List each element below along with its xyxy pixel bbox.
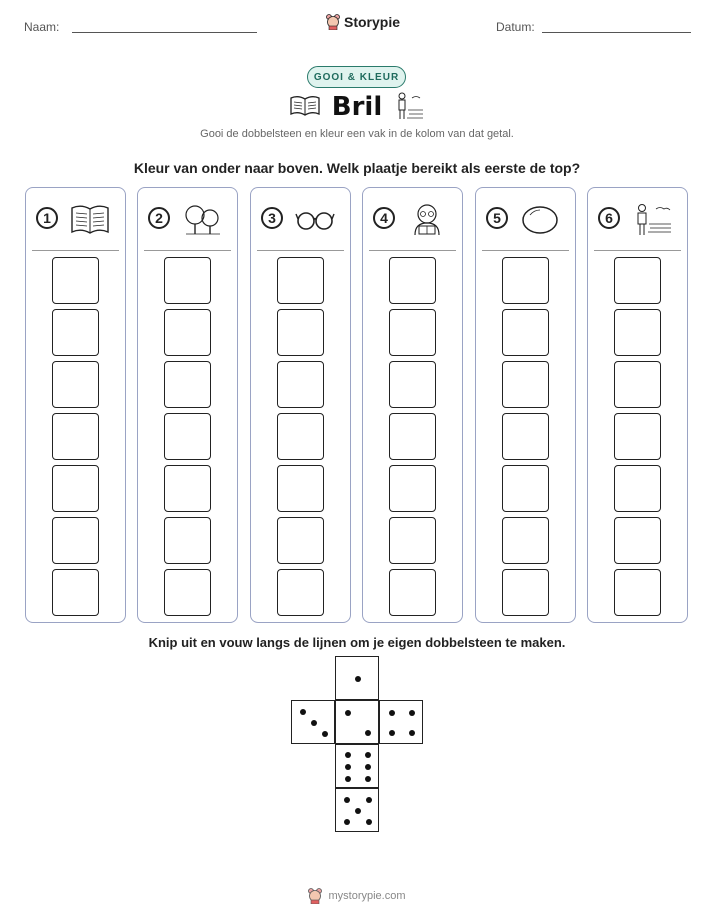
color-box[interactable] (389, 361, 436, 408)
bear-logo-icon (308, 888, 322, 904)
die-face-2 (335, 700, 379, 744)
die-pip (311, 720, 317, 726)
color-box[interactable] (277, 257, 324, 304)
person-at-lake-icon (394, 90, 424, 122)
column-2 (137, 187, 238, 623)
color-box[interactable] (52, 309, 99, 356)
column-number: 4 (373, 207, 395, 229)
die-pip (345, 752, 351, 758)
bear-logo-icon (326, 14, 340, 30)
die-pip (409, 730, 415, 736)
die-pip (389, 710, 395, 716)
column-number: 3 (261, 207, 283, 229)
color-box[interactable] (614, 569, 661, 616)
column-divider (482, 250, 569, 251)
column-header (363, 188, 462, 250)
die-pip (344, 819, 350, 825)
color-box[interactable] (389, 465, 436, 512)
column-divider (369, 250, 456, 251)
die-pip (365, 730, 371, 736)
color-box[interactable] (502, 517, 549, 564)
column-divider (257, 250, 344, 251)
column-4 (362, 187, 463, 623)
color-box[interactable] (164, 257, 211, 304)
column-number: 1 (36, 207, 58, 229)
color-box[interactable] (52, 465, 99, 512)
column-number: 2 (148, 207, 170, 229)
color-box[interactable] (164, 361, 211, 408)
grandma-reading-icon (407, 202, 447, 236)
name-label: Naam: (24, 20, 60, 34)
color-box[interactable] (502, 465, 549, 512)
color-box[interactable] (614, 465, 661, 512)
color-box[interactable] (277, 569, 324, 616)
color-box[interactable] (389, 569, 436, 616)
die-pip (389, 730, 395, 736)
color-box[interactable] (164, 465, 211, 512)
die-face-5 (335, 788, 379, 832)
column-header (476, 188, 575, 250)
die-pip (322, 731, 328, 737)
color-box[interactable] (52, 569, 99, 616)
column-header (251, 188, 350, 250)
die-pip (345, 764, 351, 770)
die-pip (345, 710, 351, 716)
color-box[interactable] (389, 309, 436, 356)
column-divider (144, 250, 231, 251)
die-pip (365, 752, 371, 758)
die-pip (409, 710, 415, 716)
color-box[interactable] (502, 413, 549, 460)
color-box[interactable] (502, 309, 549, 356)
color-box[interactable] (389, 257, 436, 304)
die-pip (355, 676, 361, 682)
die-pip (355, 808, 361, 814)
color-box[interactable] (614, 517, 661, 564)
column-number: 6 (598, 207, 620, 229)
die-pip (300, 709, 306, 715)
column-divider (32, 250, 119, 251)
subtitle: Gooi de dobbelsteen en kleur een vak in de kolom van dat getal. (200, 128, 514, 140)
color-box[interactable] (277, 309, 324, 356)
footer (0, 888, 714, 904)
color-box[interactable] (164, 517, 211, 564)
die-pip (344, 797, 350, 803)
die-pip (365, 764, 371, 770)
footer-url: mystorypie.com (328, 890, 406, 902)
die-pip (365, 776, 371, 782)
lens-icon (520, 202, 560, 236)
color-box[interactable] (614, 257, 661, 304)
question: Kleur van onder naar boven. Welk plaatje bereikt als eerste de top? (133, 160, 581, 176)
column-divider (594, 250, 681, 251)
die-face-6 (335, 744, 379, 788)
color-box[interactable] (614, 413, 661, 460)
color-box[interactable] (614, 309, 661, 356)
date-label: Datum: (496, 20, 535, 34)
color-box[interactable] (52, 257, 99, 304)
color-box[interactable] (614, 361, 661, 408)
book-icon (70, 202, 110, 236)
date-line[interactable] (542, 32, 691, 33)
page-title: Bril (331, 92, 383, 122)
activity-badge: GOOI & KLEUR (307, 66, 406, 88)
die-pip (366, 797, 372, 803)
color-box[interactable] (389, 413, 436, 460)
name-line[interactable] (72, 32, 257, 33)
column-1 (25, 187, 126, 623)
color-box[interactable] (52, 361, 99, 408)
trees-icon (182, 202, 222, 236)
color-box[interactable] (164, 569, 211, 616)
color-box[interactable] (52, 517, 99, 564)
die-face-1 (335, 656, 379, 700)
color-box[interactable] (164, 413, 211, 460)
column-header (138, 188, 237, 250)
die-instruction: Knip uit en vouw langs de lijnen om je eigen dobbelsteen te maken. (148, 635, 566, 650)
column-header (26, 188, 125, 250)
column-header (588, 188, 687, 250)
color-box[interactable] (502, 361, 549, 408)
color-box[interactable] (52, 413, 99, 460)
die-face-4 (379, 700, 423, 744)
brand-logo (326, 14, 400, 30)
column-number: 5 (486, 207, 508, 229)
color-box[interactable] (502, 569, 549, 616)
color-box[interactable] (502, 257, 549, 304)
color-box[interactable] (164, 309, 211, 356)
color-box[interactable] (389, 517, 436, 564)
color-box[interactable] (277, 465, 324, 512)
die-pip (366, 819, 372, 825)
column-3 (250, 187, 351, 623)
glasses-icon (295, 202, 335, 236)
person-at-lake-icon (632, 202, 672, 236)
color-box[interactable] (277, 361, 324, 408)
column-5 (475, 187, 576, 623)
die-pip (345, 776, 351, 782)
color-box[interactable] (277, 517, 324, 564)
column-6 (587, 187, 688, 623)
die-face-3 (291, 700, 335, 744)
brand-name: Storypie (344, 14, 401, 30)
color-box[interactable] (277, 413, 324, 460)
